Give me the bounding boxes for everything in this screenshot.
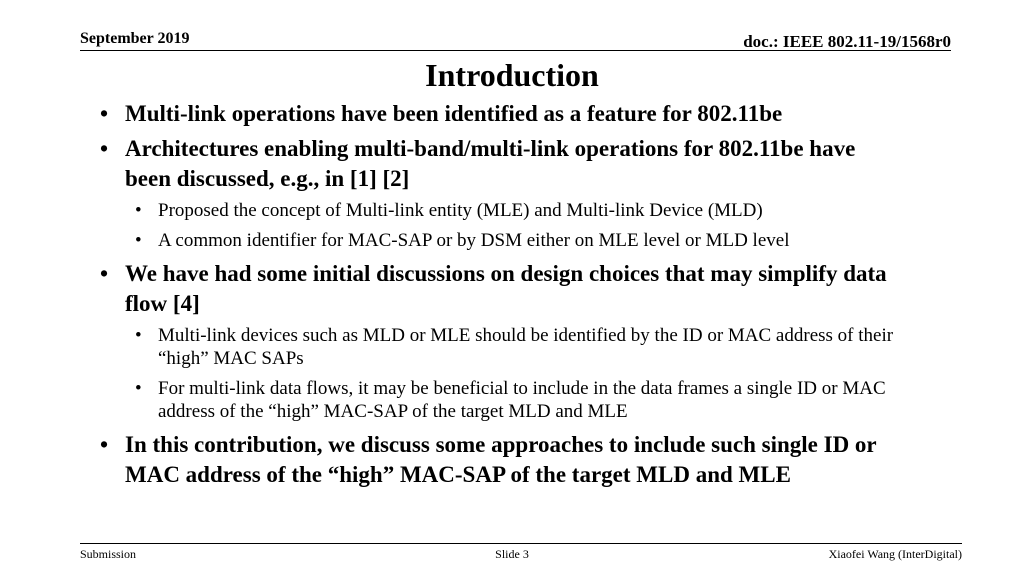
footer-divider bbox=[80, 543, 962, 544]
bullet-marker: • bbox=[135, 230, 142, 251]
sub-bullet-item bbox=[0, 199, 903, 222]
bullet-marker: • bbox=[135, 378, 142, 399]
bullet-marker: • bbox=[100, 432, 109, 457]
bullet-item bbox=[0, 134, 900, 194]
bullet-item bbox=[0, 259, 900, 319]
bullet-text: Multi-link devices such as MLD or MLE should be identified by the ID or MAC address of their “high” MAC SAPs bbox=[158, 325, 894, 369]
footer-slide-number: Slide 3 bbox=[495, 547, 529, 561]
header-date: September 2019 bbox=[80, 30, 190, 47]
bullet-item bbox=[0, 430, 900, 490]
footer-submission: Submission bbox=[80, 547, 137, 561]
bullet-text: Architectures enabling multi-band/multi-link operations for 802.11be have been discussed, e.g., in [1] [2] bbox=[125, 136, 856, 191]
slide-body bbox=[0, 99, 1024, 495]
bullet-marker: • bbox=[100, 261, 109, 286]
bullet-text: Multi-link operations have been identified as a feature for 802.11be bbox=[125, 101, 783, 126]
bullet-marker: • bbox=[135, 200, 142, 221]
sub-bullet-item bbox=[0, 229, 903, 252]
sub-bullet-item bbox=[0, 377, 903, 423]
bullet-marker: • bbox=[100, 136, 109, 161]
footer-author: Xiaofei Wang (InterDigital) bbox=[828, 547, 962, 561]
header-doc-id: doc.: IEEE 802.11-19/1568r0 bbox=[743, 32, 951, 51]
slide-title: Introduction bbox=[425, 57, 599, 93]
bullet-marker: • bbox=[100, 101, 109, 126]
bullet-marker: • bbox=[135, 325, 142, 346]
bullet-text: We have had some initial discussions on design choices that may simplify data flow [4] bbox=[125, 261, 887, 316]
bullet-text: In this contribution, we discuss some approaches to include such single ID or MAC address of the “high” MAC-SAP of the target MLD and MLE bbox=[125, 432, 877, 487]
sub-bullet-item bbox=[0, 324, 903, 370]
header-divider bbox=[80, 50, 951, 51]
bullet-item bbox=[0, 99, 900, 129]
bullet-text: For multi-link data flows, it may be beneficial to include in the data frames a single ID or MAC address of the “high” MAC-SAP of the target MLD and MLE bbox=[158, 378, 886, 422]
bullet-text: Proposed the concept of Multi-link entity (MLE) and Multi-link Device (MLD) bbox=[158, 200, 763, 221]
bullet-text: A common identifier for MAC-SAP or by DSM either on MLE level or MLD level bbox=[158, 230, 790, 251]
